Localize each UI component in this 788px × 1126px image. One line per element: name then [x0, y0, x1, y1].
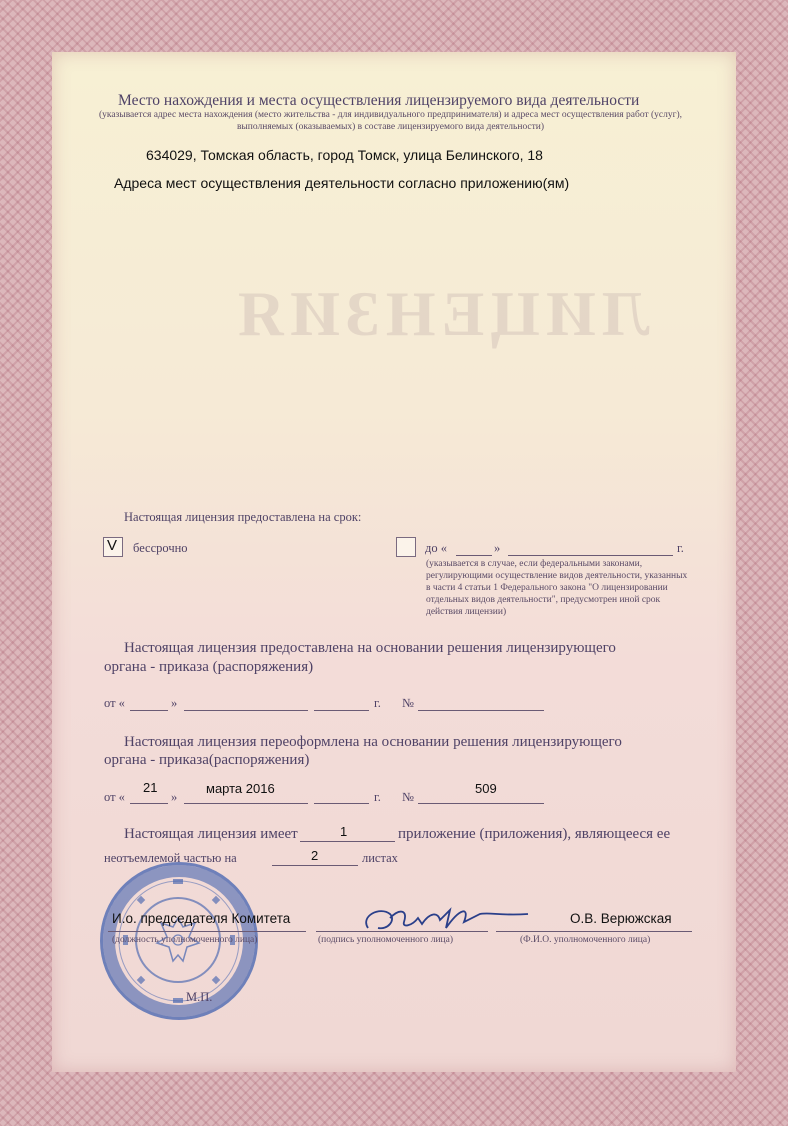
location-title: Место нахождения и места осуществления лицензируемого вида деятельности [118, 92, 640, 109]
reissue-no-label: № [402, 790, 414, 804]
grant-number-line [418, 710, 544, 711]
signer-position: И.о. председателя Комитета [112, 911, 291, 926]
reissue-day: 21 [143, 780, 158, 795]
checkbox-mark: V [107, 537, 118, 554]
grant-line2: органа - приказа (распоряжения) [104, 659, 314, 675]
appendix-text1: Настоящая лицензия имеет [124, 826, 298, 842]
grant-line1: Настоящая лицензия предоставлена на основании решения лицензирующего [124, 640, 616, 656]
caption-signature: (подпись уполномоченного лица) [318, 935, 454, 945]
grant-year-label: г. [374, 696, 381, 710]
appendix-text4: листах [362, 851, 398, 865]
until-mid: » [494, 541, 501, 555]
appendix-text2: приложение (приложения), являющееся ее [398, 826, 671, 842]
term-intro: Настоящая лицензия предоставлена на срок: [124, 510, 362, 524]
grant-from-prefix: от « [104, 696, 125, 710]
until-checkbox [396, 537, 416, 557]
appendix-text3: неотъемлемой частью на [104, 851, 237, 865]
appendix-count-line [300, 841, 395, 842]
grant-from-mid: » [171, 696, 178, 710]
address-text: 634029, Томская область, город Томск, улица Белинского, 18 [146, 147, 543, 163]
reissue-month-line [184, 803, 308, 804]
reissue-from-prefix: от « [104, 790, 125, 804]
unlimited-label: бессрочно [133, 541, 188, 555]
places-text: Адреса мест осуществления деятельности согласно приложению(ям) [114, 175, 570, 191]
position-line [108, 931, 306, 932]
reissue-number-line [418, 803, 544, 804]
location-note: (указывается адрес места нахождения (место жительства - для индивидуального предпринимателя) и адреса мест осуществления работ (услуг), выполняемых (оказываемых) в составе лицензируемого вида деятельности) [98, 110, 683, 132]
grant-month-line [184, 710, 308, 711]
grant-year-line [314, 710, 369, 711]
until-date-line [508, 555, 673, 556]
grant-day-line [130, 710, 168, 711]
reissue-day-line [130, 803, 168, 804]
reissue-year-label: г. [374, 790, 381, 804]
grant-no-label: № [402, 696, 414, 710]
reissue-line2: органа - приказа(распоряжения) [104, 752, 310, 768]
unlimited-checkbox [103, 537, 123, 557]
until-prefix: до « [425, 541, 447, 555]
appendix-sheets-line [272, 865, 358, 866]
caption-name: (Ф.И.О. уполномоченного лица) [520, 935, 651, 945]
reissue-from-mid: » [171, 790, 178, 804]
name-line [496, 931, 692, 932]
reverse-side-watermark: ЛИЦЕНЗИЯ [232, 278, 650, 349]
until-note: (указывается в случае, если федеральными законами, регулирующими осуществление видов деятельности, указанных в части 4 статьи 1 Федерального закона "О лицензировании отдельных видов деятельности", предусмотрен иной срок действия лицензии) [426, 559, 688, 617]
reissue-line1: Настоящая лицензия переоформлена на основании решения лицензирующего [124, 734, 622, 750]
reissue-month-year: марта 2016 [206, 781, 275, 796]
caption-position: (должность уполномоченного лица) [112, 935, 258, 945]
appendix-count: 1 [340, 824, 348, 839]
signer-name: О.В. Верюжская [570, 911, 672, 926]
reissue-number: 509 [475, 781, 497, 796]
reissue-year-line [314, 803, 369, 804]
seal-place-label: М.П. [186, 990, 213, 1004]
until-day-line [456, 555, 492, 556]
until-suffix: г. [677, 541, 684, 555]
appendix-sheets: 2 [311, 848, 319, 863]
